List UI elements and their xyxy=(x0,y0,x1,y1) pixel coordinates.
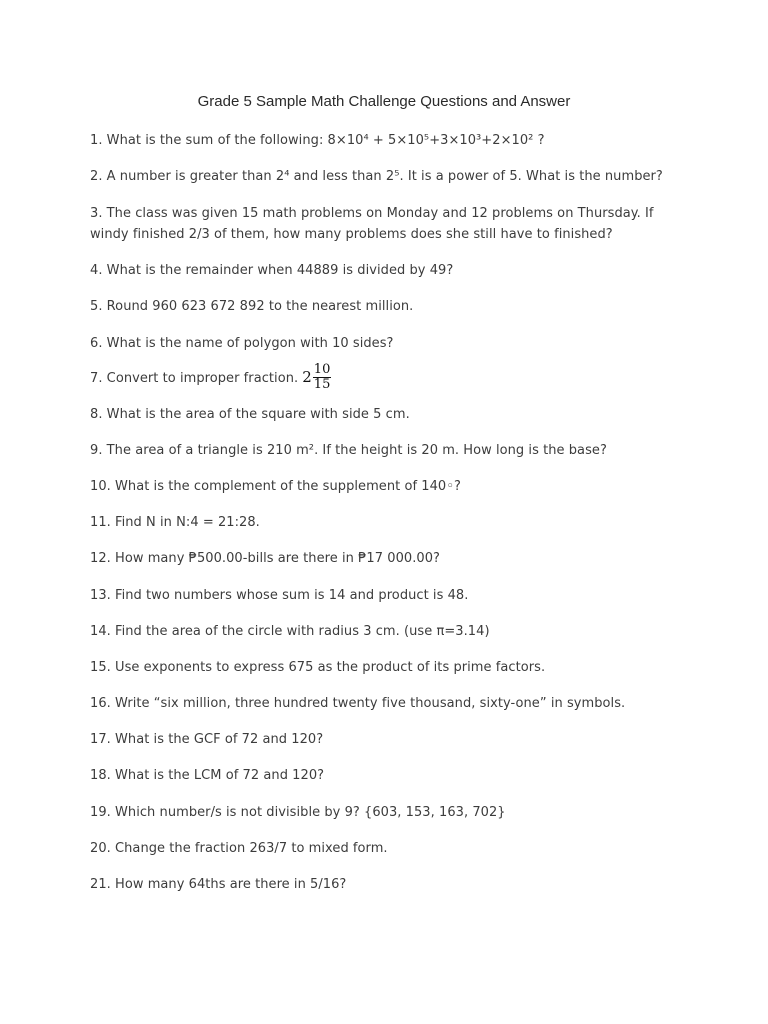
question-21: 21. How many 64ths are there in 5/16? xyxy=(90,877,347,892)
question-20: 20. Change the fraction 263/7 to mixed form. xyxy=(90,840,388,856)
document-title: Grade 5 Sample Math Challenge Questions and Answer xyxy=(197,93,571,110)
question-7 xyxy=(90,360,690,392)
question-1: 1. What is the sum of the following: 8×10⁴ + 5×10⁵+3×10³+2×10² ? xyxy=(90,133,545,148)
question-list xyxy=(90,130,690,910)
question-10: 10. What is the complement of the supplement of 140◦? xyxy=(90,478,461,494)
question-6: 6. What is the name of polygon with 10 sides? xyxy=(90,335,394,351)
question-2: 2. A number is greater than 2⁴ and less than 2⁵. It is a power of 5. What is the number? xyxy=(90,169,663,185)
question-18: 18. What is the LCM of 72 and 120? xyxy=(90,768,325,784)
question-3: 3. The class was given 15 math problems on Monday and 12 problems on Thursday. If windy finished 2/3 of them, how many problems does she still have to finished? xyxy=(90,205,654,242)
fraction-denominator: 15 xyxy=(313,376,331,392)
question-15: 15. Use exponents to express 675 as the product of its prime factors. xyxy=(90,659,546,675)
question-4: 4. What is the remainder when 44889 is divided by 49? xyxy=(90,263,454,279)
mixed-number-whole: 2 xyxy=(302,367,312,386)
question-12: 12. How many ₱500.00-bills are there in ₱17 000.00? xyxy=(90,551,440,567)
question-9: 9. The area of a triangle is 210 m². If the height is 20 m. How long is the base? xyxy=(90,442,607,458)
fraction xyxy=(313,363,332,392)
question-16: 16. Write “six million, three hundred twenty five thousand, sixty-one” in symbols. xyxy=(90,696,626,712)
question-13: 13. Find two numbers whose sum is 14 and product is 48. xyxy=(90,587,469,603)
question-5: 5. Round 960 623 672 892 to the nearest million. xyxy=(90,299,414,315)
question-19: 19. Which number/s is not divisible by 9? {603, 153, 163, 702} xyxy=(90,804,506,820)
fraction-numerator: 10 xyxy=(313,361,331,377)
mixed-number xyxy=(302,363,331,392)
question-8: 8. What is the area of the square with side 5 cm. xyxy=(90,406,410,422)
question-11: 11. Find N in N:4 = 21:28. xyxy=(90,515,260,531)
question-7-text: 7. Convert to improper fraction. xyxy=(90,370,299,386)
question-14: 14. Find the area of the circle with radius 3 cm. (use π=3.14) xyxy=(90,623,490,639)
question-17: 17. What is the GCF of 72 and 120? xyxy=(90,732,324,748)
